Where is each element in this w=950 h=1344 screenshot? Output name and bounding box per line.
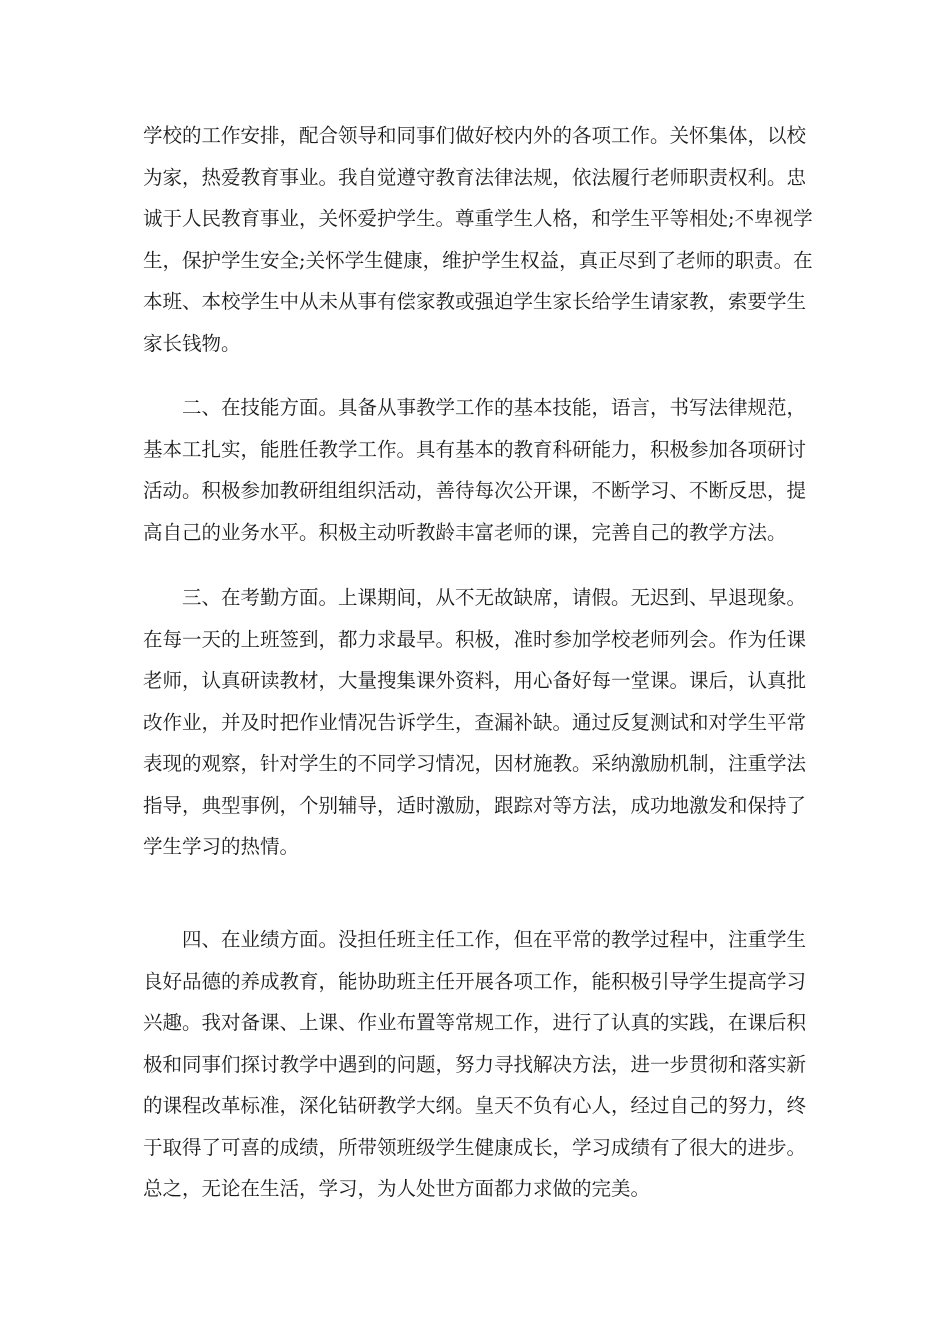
text-line: 于取得了可喜的成绩，所带领班级学生健康成长，学习成绩有了很大的进步。 xyxy=(143,1135,807,1159)
paragraph-attendance xyxy=(143,577,807,868)
text-line: 总之，无论在生活，学习，为人处世方面都力求做的完美。 xyxy=(143,1177,651,1200)
text-line: 极和同事们探讨教学中遇到的问题，努力寻找解决方法，进一步贯彻和落实新 xyxy=(143,1052,807,1076)
text-line: 良好品德的养成教育，能协助班主任开展各项工作，能积极引导学生提高学习 xyxy=(143,969,807,993)
text-line: 在每一天的上班签到，都力求最早。积极，准时参加学校老师列会。作为任课 xyxy=(143,627,807,651)
paragraph-achievements xyxy=(143,919,807,1210)
text-line: 为家，热爱教育事业。我自觉遵守教育法律法规，依法履行老师职责权利。忠 xyxy=(143,165,807,189)
text-line: 改作业，并及时把作业情况告诉学生，查漏补缺。通过反复测试和对学生平常 xyxy=(143,710,807,734)
text-line: 家长钱物。 xyxy=(143,331,241,355)
text-line: 高自己的业务水平。积极主动听教龄丰富老师的课，完善自己的教学方法。 xyxy=(143,520,787,544)
text-line: 活动。积极参加教研组组织活动，善待每次公开课，不断学习、不断反思，提 xyxy=(143,479,807,502)
text-line: 兴趣。我对备课、上课、作业布置等常规工作，进行了认真的实践，在课后积 xyxy=(143,1011,807,1034)
text-line: 表现的观察，针对学生的不同学习情况，因材施教。采纳激励机制，注重学法 xyxy=(143,752,807,775)
text-line: 学生学习的热情。 xyxy=(143,835,300,858)
text-line: 四、在业绩方面。没担任班主任工作，但在平常的教学过程中，注重学生 xyxy=(143,928,807,951)
text-line: 诚于人民教育事业，关怀爱护学生。尊重学生人格，和学生平等相处;不卑视学 xyxy=(143,207,813,230)
paragraph-conduct xyxy=(143,115,813,364)
text-line: 老师，认真研读教材，大量搜集课外资料，用心备好每一堂课。课后，认真批 xyxy=(143,669,807,692)
text-line: 基本工扎实，能胜任教学工作。具有基本的教育科研能力，积极参加各项研讨 xyxy=(143,437,807,461)
text-line: 的课程改革标准，深化钻研教学大纲。皇天不负有心人，经过自己的努力，终 xyxy=(143,1094,807,1117)
text-line: 生，保护学生安全;关怀学生健康，维护学生权益，真正尽到了老师的职责。在 xyxy=(143,248,813,272)
text-line: 学校的工作安排，配合领导和同事们做好校内外的各项工作。关怀集体，以校 xyxy=(143,124,807,147)
text-line: 三、在考勤方面。上课期间，从不无故缺席，请假。无迟到、早退现象。 xyxy=(143,586,807,609)
text-line: 二、在技能方面。具备从事教学工作的基本技能，语言，书写法律规范， xyxy=(143,396,807,419)
text-line: 指导，典型事例，个别辅导，适时激励，跟踪对等方法，成功地激发和保持了 xyxy=(143,793,807,817)
text-line: 本班、本校学生中从未从事有偿家教或强迫学生家长给学生请家教，索要学生 xyxy=(143,290,807,313)
paragraph-skills xyxy=(143,387,807,553)
